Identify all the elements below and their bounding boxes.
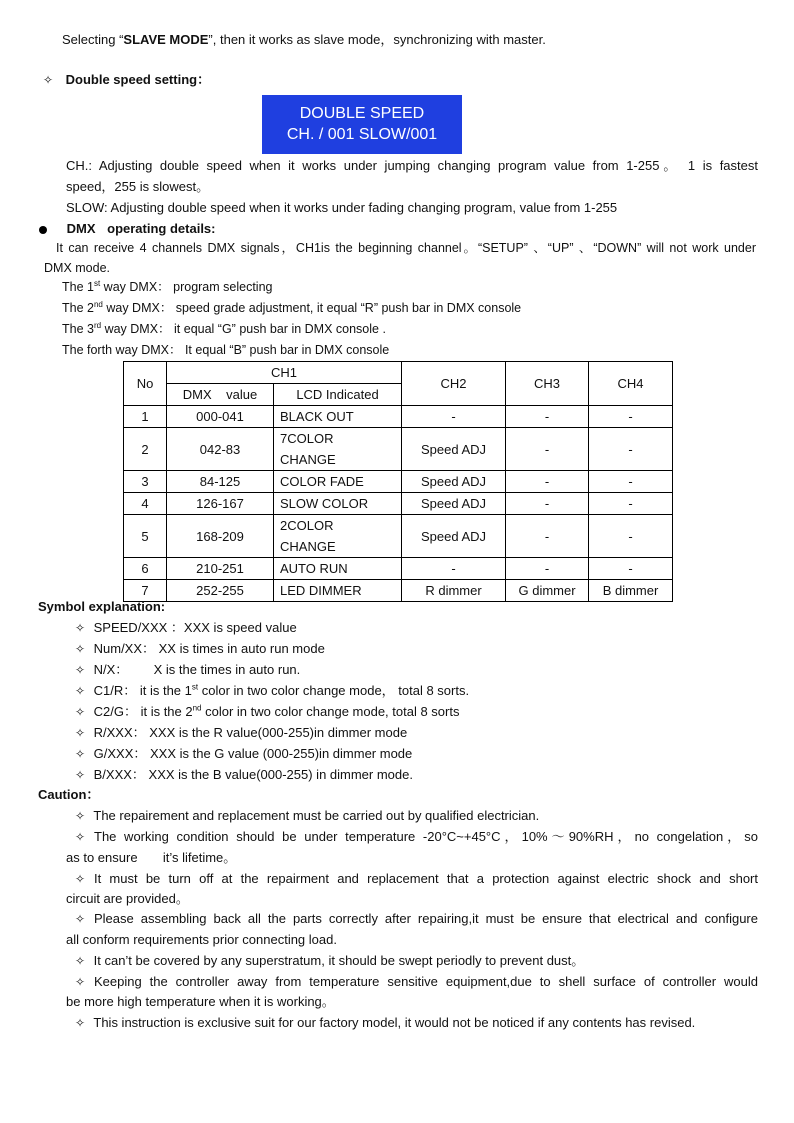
star-bullet-icon: ✧ [42, 73, 54, 87]
star-bullet-icon: ✧ [74, 809, 86, 823]
star-bullet-icon: ✧ [74, 830, 86, 844]
symbol-item: ✧ N/X： X is the times in auto run. [70, 662, 300, 678]
star-bullet-icon: ✧ [74, 705, 86, 719]
dmx-intro-line1: It can receive 4 channels DMX signals，CH1is the beginning channel。“SETUP” 、“UP” 、“DOWN” will not work under [56, 241, 756, 255]
table-row: 1 000-041 BLACK OUT - - - [124, 406, 673, 428]
symbol-item: ✧ G/XXX： XXX is the G value (000-255)in dimmer mode [70, 746, 412, 762]
intro-post: ”, then it works as slave mode，synchronizing with master. [208, 32, 546, 47]
table-row: 3 84-125 COLOR FADE Speed ADJ - - [124, 471, 673, 493]
symbol-item: ✧ R/XXX： XXX is the R value(000-255)in dimmer mode [70, 725, 407, 741]
table-row: 2 042-83 7COLOR CHANGE Speed ADJ - - [124, 428, 673, 471]
symbol-heading: Symbol explanation: [38, 599, 166, 614]
dmx-way-4: The forth way DMX： It equal “B” push bar in DMX console [62, 343, 390, 357]
star-bullet-icon: ✧ [74, 621, 86, 635]
star-bullet-icon: ✧ [74, 768, 86, 782]
symbol-item: ✧ Num/XX： XX is times in auto run mode [70, 641, 325, 657]
star-bullet-icon: ✧ [74, 954, 86, 968]
header-ch1: CH1 [167, 362, 402, 384]
symbol-item: ✧ SPEED/XXX ：XXX is speed value [70, 620, 297, 636]
star-bullet-icon: ✧ [74, 642, 86, 656]
caution-item: ✧ This instruction is exclusive suit for our factory model, it would not be noticed if any contents has revised. [70, 1015, 695, 1031]
dmx-heading [38, 221, 216, 237]
dmx-table [123, 361, 673, 602]
dmx-intro-line2: DMX mode. [44, 261, 110, 275]
double-speed-title: Double speed setting： [65, 72, 211, 87]
header-ch2: CH2 [402, 362, 506, 406]
star-bullet-icon: ✧ [74, 1016, 86, 1030]
caution-item: ✧ Please assembling back all the parts correctly after repairing,it must be ensure that electrical and configure [70, 911, 758, 927]
symbol-item: ✧ B/XXX： XXX is the B value(000-255) in dimmer mode. [70, 767, 413, 783]
dmx-way-1: The 1st way DMX： program selecting [62, 278, 273, 294]
table-row: 5 168-209 2COLOR CHANGE Speed ADJ - - [124, 515, 673, 558]
caution-item-cont: be more high temperature when it is working。 [66, 994, 335, 1009]
slow-description: SLOW: Adjusting double speed when it works under fading changing program, value from 1-255 [66, 200, 618, 215]
bullet-icon [39, 226, 47, 234]
star-bullet-icon: ✧ [74, 726, 86, 740]
table-row: 7 252-255 LED DIMMER R dimmer G dimmer B dimmer [124, 580, 673, 602]
dmx-way-2: The 2nd way DMX： speed grade adjustment, it equal “R” push bar in DMX console [62, 299, 522, 315]
caution-item-cont: all conform requirements prior connecting load. [66, 932, 337, 947]
caution-item-cont: as to ensure it’s lifetime。 [66, 850, 237, 865]
caution-heading: Caution： [38, 787, 100, 802]
intro-pre: Selecting “ [62, 32, 124, 47]
ch-description-line2: speed，255 is slowest。 [66, 179, 210, 194]
header-dmx-value: DMX value [167, 384, 274, 406]
caution-item: ✧ It must be turn off at the repairment and replacement that a protection against electric shock and short [70, 871, 758, 887]
caution-item: ✧ The working condition should be under temperature -20°C~+45°C，10%～90%RH，no congelation，so [70, 829, 758, 845]
symbol-item: ✧ C2/G： it is the 2nd color in two color change mode, total 8 sorts [70, 704, 459, 720]
star-bullet-icon: ✧ [74, 663, 86, 677]
header-no: No [124, 362, 167, 406]
slave-mode-label: SLAVE MODE [123, 32, 209, 47]
table-header-row [124, 362, 673, 384]
symbol-item: ✧ C1/R： it is the 1st color in two color change mode， total 8 sorts. [70, 683, 469, 699]
header-ch3: CH3 [506, 362, 589, 406]
caution-item: ✧ Keeping the controller away from temperature sensitive equipment,due to shell surface of controller would [70, 974, 758, 990]
ch-description-line1: CH.: Adjusting double speed when it works under jumping changing program value from 1-255。 1 is fastest [66, 158, 758, 173]
header-ch4: CH4 [589, 362, 673, 406]
intro-line [62, 32, 546, 48]
table-row: 6 210-251 AUTO RUN - - - [124, 558, 673, 580]
lcd-line-1: DOUBLE SPEED [299, 105, 425, 122]
lcd-line-2: CH. / 001 SLOW/001 [286, 126, 438, 143]
star-bullet-icon: ✧ [74, 872, 86, 886]
star-bullet-icon: ✧ [74, 747, 86, 761]
dmx-heading-label: DMX [66, 221, 96, 236]
table-row: 4 126-167 SLOW COLOR Speed ADJ - - [124, 493, 673, 515]
header-lcd-indicated: LCD Indicated [274, 384, 402, 406]
star-bullet-icon: ✧ [74, 912, 86, 926]
lcd-display [262, 95, 462, 154]
star-bullet-icon: ✧ [74, 975, 86, 989]
dmx-way-3: The 3rd way DMX： it equal “G” push bar in DMX console . [62, 320, 386, 336]
double-speed-heading [38, 72, 210, 88]
dmx-heading-rest: operating details: [107, 221, 216, 236]
caution-item: ✧ It can’t be covered by any superstratum, it should be swept periodly to prevent dust。 [70, 953, 584, 969]
star-bullet-icon: ✧ [74, 684, 86, 698]
caution-item: ✧ The repairement and replacement must be carried out by qualified electrician. [70, 808, 539, 824]
caution-item-cont: circuit are provided。 [66, 891, 189, 906]
